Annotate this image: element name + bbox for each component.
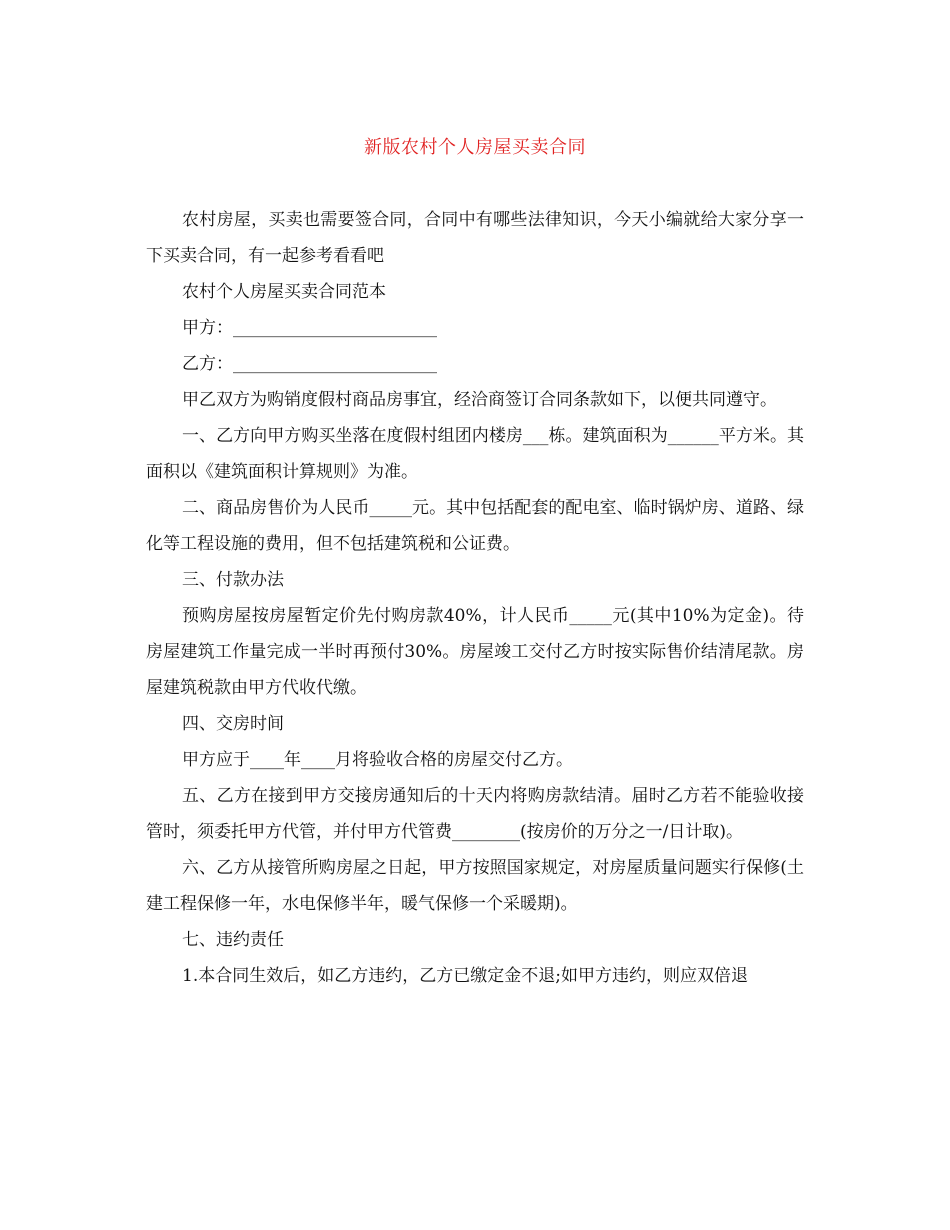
paragraph-party-b: 乙方：________________________ bbox=[182, 354, 437, 374]
paragraph-payment: 预购房屋按房屋暂定价先付购房款40%，计人民币_____元(其中10%为定金)。待房屋建筑工作量完成一半时再预付30%。房屋竣工交付乙方时按实际售价结清尾款。房屋建筑税款由甲方代收代缴。 bbox=[146, 606, 804, 698]
paragraph-delivery: 甲方应于____年____月将验收合格的房屋交付乙方。 bbox=[182, 750, 573, 770]
document-title: 新版农村个人房屋买卖合同 bbox=[364, 137, 586, 158]
paragraph-clause-6: 六、乙方从接管所购房屋之日起，甲方按照国家规定，对房屋质量问题实行保修(土建工程保修一年，水电保修半年，暖气保修一个采暖期)。 bbox=[146, 858, 804, 914]
paragraph-heading-7: 七、违约责任 bbox=[182, 930, 284, 950]
paragraph-party-a: 甲方：________________________ bbox=[182, 318, 437, 338]
paragraph-intro: 农村房屋，买卖也需要签合同，合同中有哪些法律知识，今天小编就给大家分享一下买卖合同，有一起参考看看吧 bbox=[146, 210, 804, 266]
document-body bbox=[146, 202, 804, 994]
paragraph-subtitle: 农村个人房屋买卖合同范本 bbox=[182, 282, 386, 302]
paragraph-clause-2: 二、商品房售价为人民币_____元。其中包括配套的配电室、临时锅炉房、道路、绿化等工程设施的费用，但不包括建筑税和公证费。 bbox=[146, 498, 804, 554]
paragraph-clause-5: 五、乙方在接到甲方交接房通知后的十天内将购房款结清。届时乙方若不能验收接管时，须委托甲方代管，并付甲方代管费________(按房价的万分之一/日计取)。 bbox=[146, 786, 804, 842]
paragraph-breach-1: 1.本合同生效后，如乙方违约，乙方已缴定金不退;如甲方违约，则应双倍退 bbox=[182, 966, 748, 986]
paragraph-clause-1: 一、乙方向甲方购买坐落在度假村组团内楼房___栋。建筑面积为______平方米。其面积以《建筑面积计算规则》为准。 bbox=[146, 426, 804, 482]
paragraph-heading-3: 三、付款办法 bbox=[182, 570, 284, 590]
paragraph-heading-4: 四、交房时间 bbox=[182, 714, 284, 734]
paragraph-preamble: 甲乙双方为购销度假村商品房事宜，经洽商签订合同条款如下，以便共同遵守。 bbox=[182, 390, 777, 410]
